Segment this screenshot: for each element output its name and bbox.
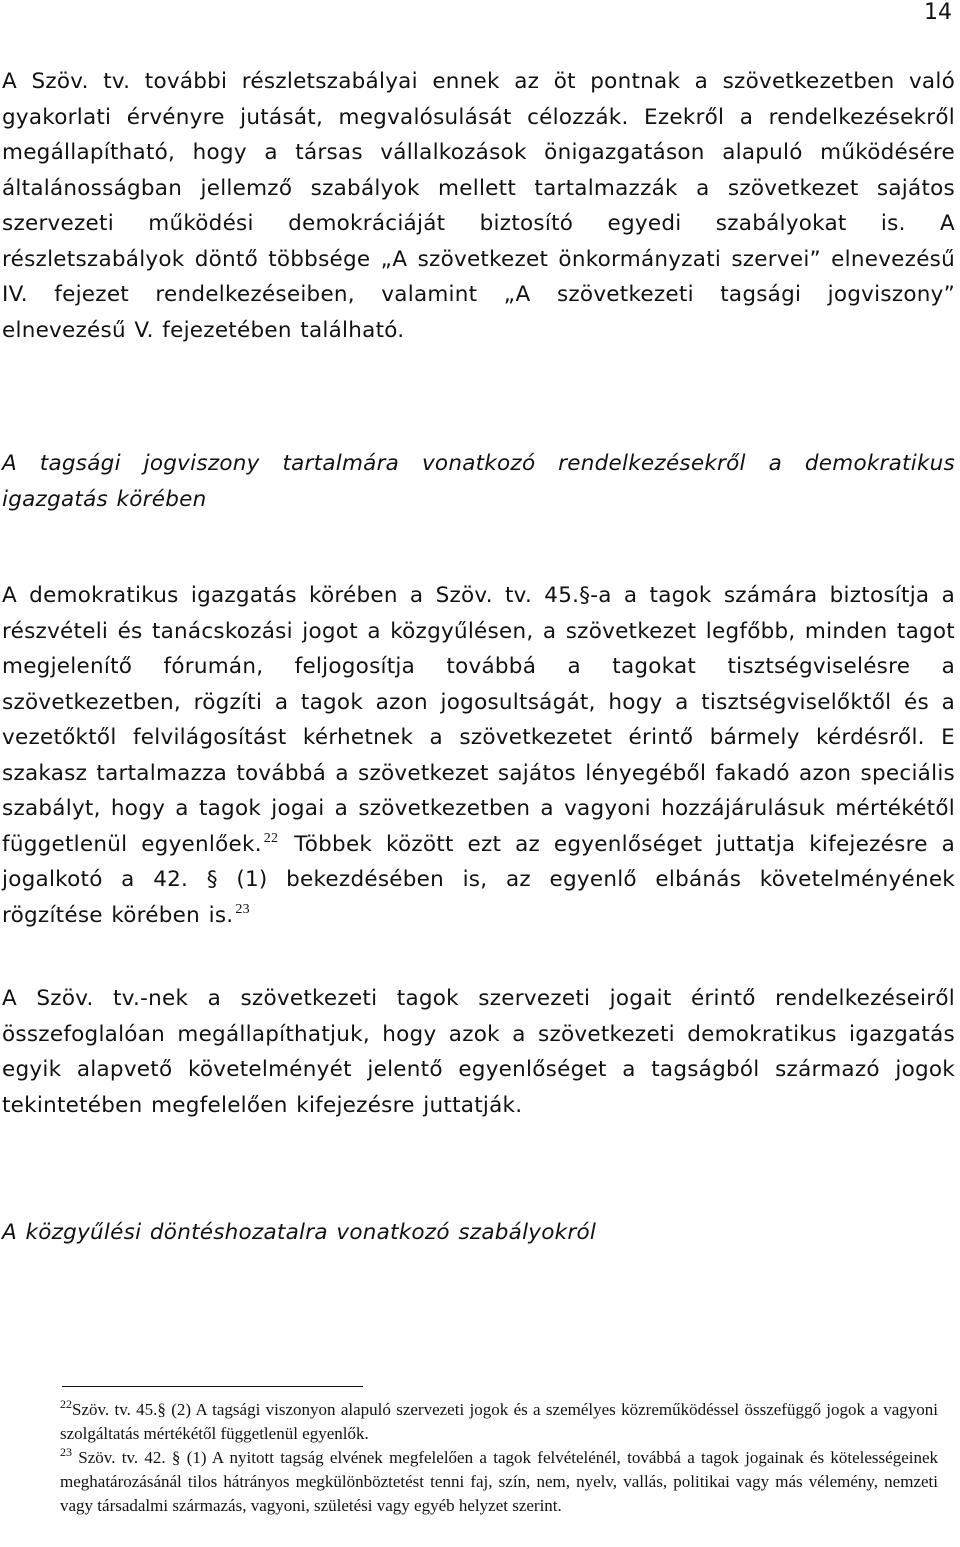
section1-paragraph-1 [2,578,955,933]
intro-text: A Szöv. tv. további részletszabályai ennek az öt pontnak a szövetkezetben való gyakorlati érvényre jutását, megvalósulását célozzák. Ezekről a rendelkezésekről megállapítható, hogy a társas vállalkozások önigazgatáson alapuló működésére általánosságban jellemző szabályok mellett tartalmazzák a szövetkezet sajátos szervezeti működési demokráciáját biztosító egyedi szabályokat is. A részletszabályok döntő többsége „A szövetkezet önkormányzati szervei” elnevezésű IV. fejezet rendelkezéseiben, valamint „A szövetkezeti tagsági jogviszony” elnevezésű V. fejezetében található. [2,69,955,343]
footnote-22 [2,1398,938,1446]
section-heading-tagsagi-jogviszony: A tagsági jogviszony tartalmára vonatkozó rendelkezésekről a demokratikus igazgatás körében [2,451,955,512]
section1-paragraph-2 [2,981,955,1123]
footnotes [2,1398,938,1518]
page-number: 14 [924,0,952,25]
footnote-number-23: 23 [60,1445,72,1459]
section-heading-kozgyulesi-donteshozatal: A közgyűlési döntéshozatalra vonatkozó szabályokról [2,1220,597,1245]
footnote-text-23: Szöv. tv. 42. § (1) A nyitott tagság elvének megfelelően a tagok felvételénél, továbbá a tagok jogainak és kötelességeinek meghatározásánál tilos hátrányos megkülönböztetést tenni faj, szín, nem, nyelv, vallás, politikai vagy más vélemény, nemzeti vagy társadalmi származás, vagyoni, születési vagy egyéb helyzet szerint. [60,1448,939,1515]
footnote-23 [2,1446,938,1518]
footnote-ref-22: 22 [263,830,279,846]
section1-para1-text-a: A demokratikus igazgatás körében a Szöv. tv. 45.§-a a tagok számára biztosítja a részvételi és tanácskozási jogot a közgyűlésen, a szövetkezet legfőbb, minden tagot megjelenítő fórumán, feljogosítja továbbá a tagokat tisztségviselésre a szövetkezetben, rögzíti a tagok azon jogosultságát, hogy a tisztségviselőktől és a vezetőktől felvilágosítást kérhetnek a szövetkezetet érintő bármely kérdésről. E szakasz tartalmazza továbbá a szövetkezet sajátos lényegéből fakadó azon speciális szabályt, hogy a tagok jogai a szövetkezetben a vagyoni hozzájárulásuk mértékétől függetlenül egyenlőek. [2,583,955,857]
section1-para1-text-b: Többek között ezt az egyenlőséget juttatja kifejezésre a jogalkotó a 42. § (1) bekezdésében is, az egyenlő elbánás követelményének rögzítése körében is. [2,831,955,928]
footnote-separator [62,1386,363,1387]
footnote-number-22: 22 [60,1397,72,1411]
section1-para2-text: A Szöv. tv.-nek a szövetkezeti tagok szervezeti jogait érintő rendelkezéseiről összefoglalóan megállapíthatjuk, hogy azok a szövetkezeti demokratikus igazgatás egyik alapvető követelményét jelentő egyenlőséget a tagságból származó jogok tekintetében megfelelően kifejezésre juttatják. [2,986,955,1118]
footnote-ref-23: 23 [235,901,250,917]
footnote-text-22: Szöv. tv. 45.§ (2) A tagsági viszonyon alapuló szervezeti jogok és a személyes közreműködéssel összefüggő jogok a vagyoni szolgáltatás mértékétől függetlenül egyenlők. [60,1400,938,1443]
intro-paragraph [2,64,955,348]
